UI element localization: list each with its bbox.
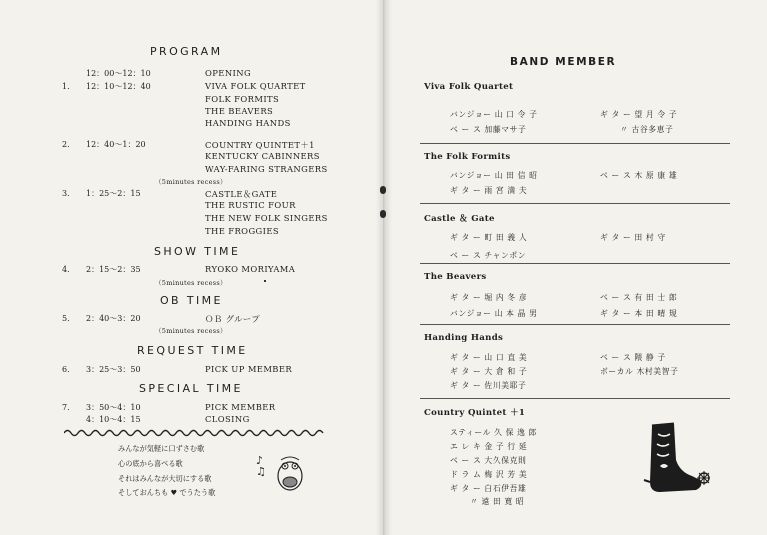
request-time-heading: REQUEST TIME [137, 344, 248, 357]
member-entry: ド ラ ム 梅 沢 芳 美 [450, 470, 528, 479]
program-act: COUNTRY QUINTET＋1 [205, 140, 315, 150]
frog-doodle-icon [272, 452, 308, 492]
program-act: CLOSING [205, 414, 250, 424]
program-number-5: 5． [62, 314, 76, 323]
music-notes-icon: ♪ ♫ [256, 454, 266, 478]
section-divider [420, 398, 730, 399]
member-entry: バンジョー 山 口 令 子 [450, 110, 538, 119]
program-time-2: 12：40～1：20 [86, 140, 146, 149]
member-entry: ベ ー ス 木 原 康 雄 [600, 171, 678, 180]
program-number-2: 2． [62, 140, 76, 149]
section-divider [420, 203, 730, 204]
section-divider [420, 143, 730, 144]
member-entry: ギ タ ー 白石伊吾雄 [450, 484, 527, 493]
program-time-6: 3：25～3：50 [86, 365, 141, 374]
member-entry: ギ タ ー 望 月 令 子 [600, 110, 678, 119]
cowboy-boot-icon [630, 420, 710, 500]
program-act: THE BEAVERS [205, 106, 274, 116]
poem-line: それはみんなが大切にする歌 [118, 474, 212, 483]
binding-hole [380, 210, 386, 218]
page-gutter [376, 0, 392, 535]
binding-hole [380, 186, 386, 194]
member-entry: ベ ー ス チャンポン [450, 251, 527, 260]
program-time-4: 2：15～2：35 [86, 265, 141, 274]
program-number-6: 6． [62, 365, 76, 374]
program-time-1: 12：10～12：40 [86, 82, 151, 91]
recess-note: （5minutes recess） [155, 178, 227, 186]
program-time-3: 1：25～2：15 [86, 189, 141, 198]
section-divider [420, 324, 730, 325]
member-entry: ギ タ ー 佐川美耶子 [450, 381, 527, 390]
member-entry: ベ ー ス 有 田 士 郎 [600, 293, 678, 302]
group-name: Handing Hands [424, 333, 504, 343]
member-entry: エ レ キ 金 子 行 延 [450, 442, 528, 451]
section-divider [420, 263, 730, 264]
special-time-heading: SPECIAL TIME [139, 382, 243, 395]
program-act: RYOKO MORIYAMA [205, 264, 296, 274]
member-entry: ベ ー ス 加藤マサ子 [450, 125, 527, 134]
program-act: OPENING [205, 68, 252, 78]
member-entry: ギ タ ー 本 田 晴 規 [600, 309, 678, 318]
program-number-7: 7． [62, 403, 76, 412]
member-entry: ギ タ ー 山 口 直 美 [450, 353, 528, 362]
member-entry: ギ タ ー 町 田 義 人 [450, 233, 528, 242]
member-entry: バンジョー 山 田 信 昭 [450, 171, 538, 180]
group-name: The Folk Formits [424, 152, 511, 162]
member-entry: 〃 遠 田 寛 昭 [470, 497, 525, 506]
program-act: KENTUCKY CABINNERS [205, 151, 320, 161]
program-act: FOLK FORMITS [205, 94, 280, 104]
program-act: THE RUSTIC FOUR [205, 200, 296, 210]
recess-note: （5minutes recess） [155, 327, 227, 335]
ink-dot [264, 280, 266, 282]
member-entry: ギ タ ー 堀 内 冬 彦 [450, 293, 528, 302]
program-heading: PROGRAM [150, 45, 223, 58]
program-time-7a: 3：50～4：10 [86, 403, 141, 412]
group-name: Castle ＆ Gate [424, 214, 495, 224]
wavy-divider [64, 428, 328, 438]
member-entry: バンジョー 山 本 晶 男 [450, 309, 538, 318]
group-name: Viva Folk Quartet [424, 82, 514, 92]
program-number-1: 1． [62, 82, 76, 91]
program-act: THE NEW FOLK SINGERS [205, 213, 328, 223]
program-act: WAY-FARING STRANGERS [205, 164, 328, 174]
left-page [0, 0, 383, 535]
show-time-heading: SHOW TIME [154, 245, 241, 258]
member-entry: ギ タ ー 田 村 守 [600, 233, 666, 242]
member-entry: ベ ー ス 大久保克則 [450, 456, 527, 465]
member-entry: ギ タ ー 大 倉 和 子 [450, 367, 528, 376]
program-time-5: 2：40～3：20 [86, 314, 141, 323]
program-number-4: 4． [62, 265, 76, 274]
program-act: THE FROGGIES [205, 226, 279, 236]
ob-time-heading: OB TIME [160, 294, 223, 307]
program-act: ＯＢ グループ [205, 314, 261, 324]
member-entry: ベ ー ス 隈 静 子 [600, 353, 666, 362]
program-act: CASTLE＆GATE [205, 189, 278, 199]
member-entry: ギ タ ー 雨 宮 満 夫 [450, 186, 528, 195]
member-entry: ボーカル 木村美智子 [600, 367, 679, 376]
program-act: VIVA FOLK QUARTET [205, 81, 306, 91]
program-act: PICK UP MEMBER [205, 364, 293, 374]
program-time-0: 12：00～12：10 [86, 69, 151, 78]
poem-line: そしておんちも ♥ でうたう歌 [118, 488, 216, 497]
group-name: Country Quintet ＋1 [424, 408, 526, 418]
program-time-7b: 4：10～4：15 [86, 415, 141, 424]
group-name: The Beavers [424, 272, 487, 282]
recess-note: （5minutes recess） [155, 279, 227, 287]
program-act: PICK MEMBER [205, 402, 276, 412]
program-number-3: 3． [62, 189, 76, 198]
program-act: HANDING HANDS [205, 118, 291, 128]
poem-line: みんなが気軽に口ずさむ歌 [118, 444, 205, 453]
member-entry: 〃 古谷多恵子 [620, 125, 674, 134]
member-entry: スティール 久 保 逸 郎 [450, 428, 537, 437]
poem-line: 心の底から喜べる歌 [118, 459, 183, 468]
band-member-heading: BAND MEMBER [510, 56, 617, 68]
